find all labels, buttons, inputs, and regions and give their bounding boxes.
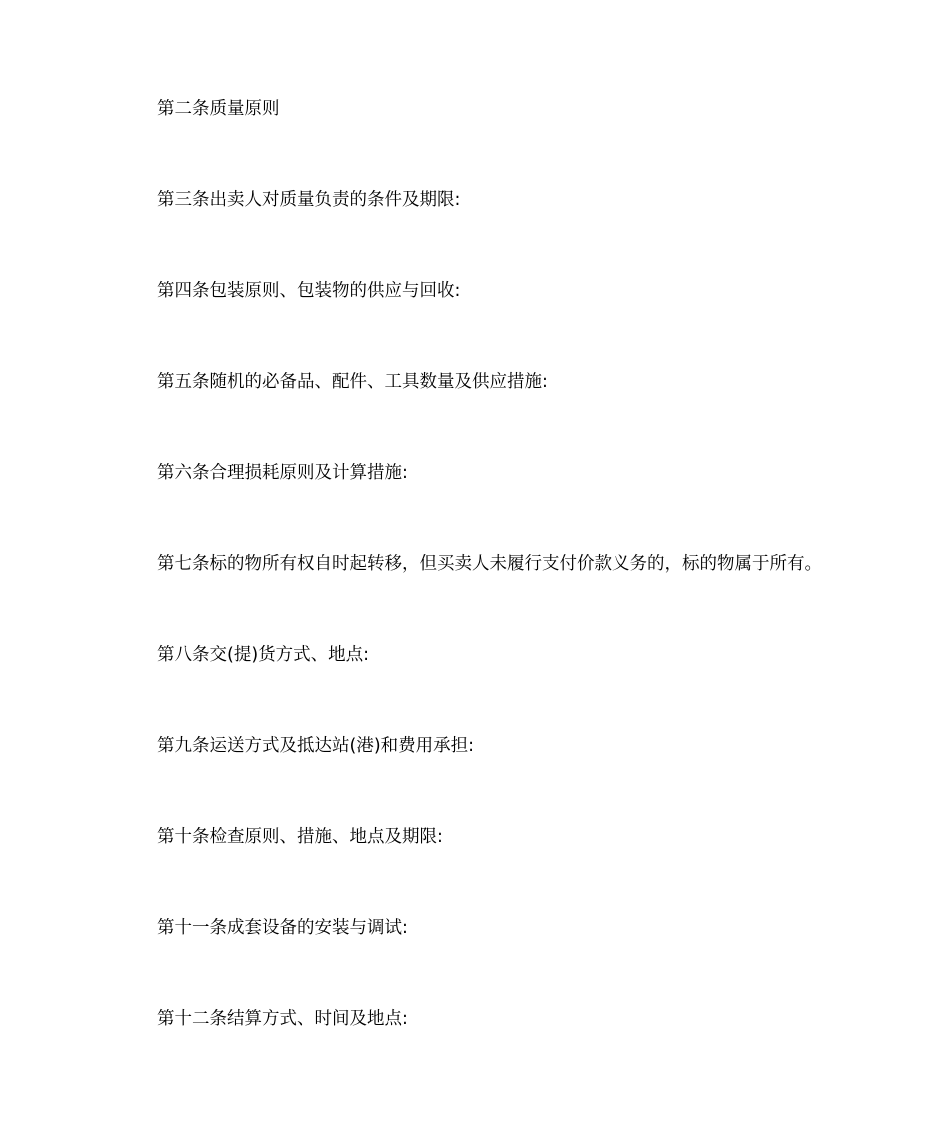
clause-12: 第十二条结算方式、时间及地点: xyxy=(157,1009,408,1029)
clause-2: 第二条质量原则 xyxy=(157,99,280,119)
clause-11: 第十一条成套设备的安装与调试: xyxy=(157,918,408,938)
clause-7: 第七条标的物所有权自时起转移，但买卖人未履行支付价款义务的，标的物属于所有。 xyxy=(157,554,822,574)
clause-5: 第五条随机的必备品、配件、工具数量及供应措施: xyxy=(157,372,548,392)
clause-4: 第四条包装原则、包装物的供应与回收: xyxy=(157,281,461,301)
clause-3: 第三条出卖人对质量负责的条件及期限: xyxy=(157,190,461,210)
clause-9: 第九条运送方式及抵达站(港)和费用承担: xyxy=(157,736,475,756)
clause-list xyxy=(157,98,937,1099)
clause-10: 第十条检查原则、措施、地点及期限: xyxy=(157,827,443,847)
clause-6: 第六条合理损耗原则及计算措施: xyxy=(157,463,408,483)
clause-8: 第八条交(提)货方式、地点: xyxy=(157,645,370,665)
